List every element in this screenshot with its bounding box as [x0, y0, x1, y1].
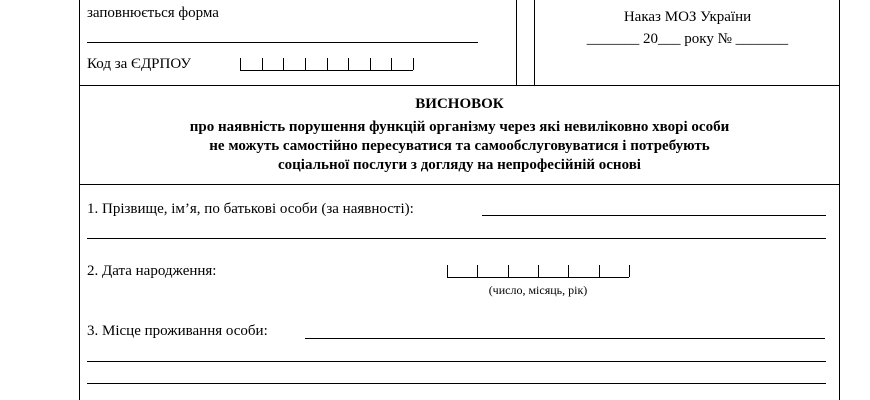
form-border-left — [79, 0, 80, 400]
edrpou-box-divider — [327, 58, 328, 70]
header-divider-right — [534, 0, 535, 85]
birth-date-boxes[interactable] — [447, 265, 629, 278]
conclusion-title: ВИСНОВОК — [415, 96, 504, 112]
residence-field-line-2[interactable] — [87, 361, 826, 362]
form-border-right — [839, 0, 840, 400]
institution-field[interactable] — [87, 42, 478, 43]
header-divider-left — [516, 0, 517, 85]
order-date-line: _______ 20___ року № _______ — [586, 31, 789, 47]
order-title: Наказ МОЗ України — [623, 9, 752, 25]
edrpou-box-divider — [305, 58, 306, 70]
header-bottom-rule — [79, 85, 840, 86]
residence-field[interactable] — [305, 338, 825, 339]
birth-date-hint: (число, місяць, рік) — [488, 283, 588, 297]
full-name-field[interactable] — [482, 215, 826, 216]
full-name-field-continuation[interactable] — [87, 238, 826, 239]
full-name-label: 1. Прізвище, ім’я, по батькові особи (за наявності): — [87, 201, 414, 217]
conclusion-subtitle-line-3: соціальної послуги з догляду на непрофесійній основі — [278, 157, 641, 173]
birth-date-box-divider — [508, 265, 509, 277]
edrpou-box-divider — [262, 58, 263, 70]
edrpou-box-divider — [370, 58, 371, 70]
residence-label: 3. Місце проживання особи: — [87, 323, 268, 339]
edrpou-label: Код за ЄДРПОУ — [87, 56, 191, 72]
edrpou-box-divider — [391, 58, 392, 70]
edrpou-code-boxes[interactable] — [240, 58, 413, 71]
conclusion-subtitle-line-2: не можуть самостійно пересуватися та самообслуговуватися і потребують — [209, 138, 710, 154]
conclusion-subtitle-line-1: про наявність порушення функцій організму через які невиліковно хворі особи — [189, 119, 730, 135]
birth-date-label: 2. Дата народження: — [87, 263, 217, 279]
birth-date-box-divider — [568, 265, 569, 277]
birth-date-box-divider — [629, 265, 630, 277]
birth-date-box-divider — [447, 265, 448, 277]
title-bottom-rule — [79, 184, 840, 185]
birth-date-box-divider — [477, 265, 478, 277]
edrpou-box-divider — [283, 58, 284, 70]
institution-label: заповнюється форма — [87, 5, 219, 21]
birth-date-box-divider — [538, 265, 539, 277]
birth-date-box-divider — [599, 265, 600, 277]
edrpou-box-divider — [413, 58, 414, 70]
residence-field-line-3[interactable] — [87, 383, 826, 384]
edrpou-box-divider — [348, 58, 349, 70]
edrpou-box-divider — [240, 58, 241, 70]
